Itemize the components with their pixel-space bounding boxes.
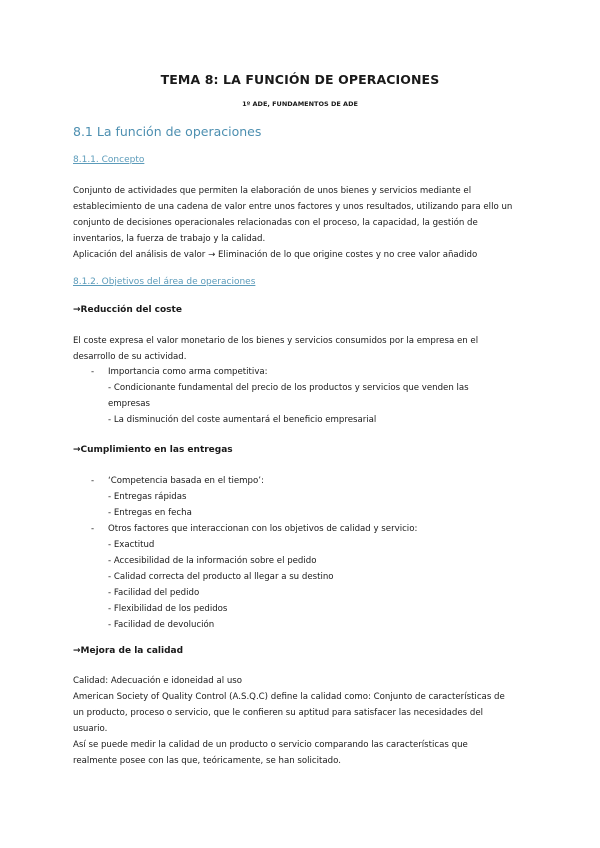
list-subitem: - Exactitud [108,540,155,550]
reduccion-list [91,364,521,428]
calidad-heading: →Mejora de la calidad [73,646,184,656]
text-line: inventarios, la fuerza de trabajo y la calidad. [73,234,266,244]
list-subitem: - Calidad correcta del producto al llegar a su destino [108,572,334,582]
text-line: El coste expresa el valor monetario de los bienes y servicios consumidos por la empresa en el [73,336,479,346]
text-line: Así se puede medir la calidad de un producto o servicio comparando las características que [73,740,468,750]
list-item: - ‘Competencia basada en el tiempo’: [91,476,264,486]
list-subitem: - Entregas rápidas [108,492,187,502]
text-line: usuario. [73,724,108,734]
concepto-text [73,183,533,263]
objetivos-heading: 8.1.2. Objetivos del área de operaciones [73,277,256,287]
list-subitem: - Accesibilidad de la información sobre el pedido [108,556,317,566]
list-subitem: - Entregas en fecha [108,508,192,518]
calidad-text [73,673,533,769]
concepto-heading: 8.1.1. Concepto [73,155,145,165]
list-subitem: - La disminución del coste aumentará el beneficio empresarial [108,415,377,425]
list-subitem: - Condicionante fundamental del precio de los productos y servicios que venden las [108,383,469,393]
text-line: conjunto de decisiones operacionales relacionadas con el proceso, la capacidad, la gestión de [73,218,478,228]
cumplimiento-heading: →Cumplimiento en las entregas [73,445,233,455]
list-item: - Otros factores que interaccionan con los objetivos de calidad y servicio: [91,524,418,534]
cumplimiento-list [91,473,521,633]
text-line: Calidad: Adecuación e idoneidad al uso [73,676,243,686]
text-line: realmente posee con las que, teóricamente, se han solicitado. [73,756,341,766]
text-line: desarrollo de su actividad. [73,352,187,362]
list-subitem: - Facilidad del pedido [108,588,200,598]
page-subtitle: 1º ADE, FUNDAMENTOS DE ADE [242,100,358,108]
text-line: Aplicación del análisis de valor → Eliminación de lo que origine costes y no cree valor añadido [73,250,478,260]
list-item: - Importancia como arma competitiva: [91,367,268,377]
reduccion-heading: →Reducción del coste [73,305,182,315]
page-title: TEMA 8: LA FUNCIÓN DE OPERACIONES [160,72,440,87]
list-subitem: - Flexibilidad de los pedidos [108,604,228,614]
text-line: establecimiento de una cadena de valor entre unos factores y unos resultados, utilizando para ello un [73,202,513,212]
section-title: 8.1 La función de operaciones [73,124,262,139]
list-subitem: empresas [108,399,150,409]
list-subitem: - Facilidad de devolución [108,620,215,630]
text-line: Conjunto de actividades que permiten la elaboración de unos bienes y servicios mediante el [73,186,472,196]
text-line: un producto, proceso o servicio, que le confieren su aptitud para satisfacer las necesidades del [73,708,484,718]
reduccion-text [73,333,533,365]
text-line: American Society of Quality Control (A.S.Q.C) define la calidad como: Conjunto de características de [73,692,505,702]
